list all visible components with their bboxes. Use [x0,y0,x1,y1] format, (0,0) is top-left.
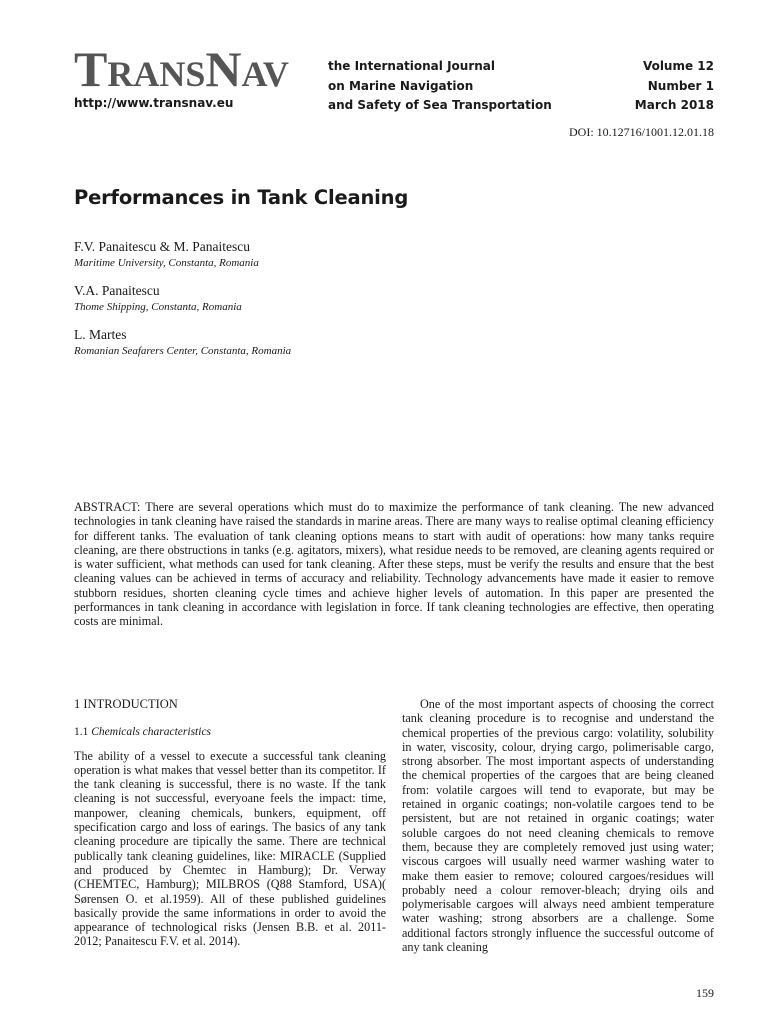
author-affiliation: Romanian Seafarers Center, Constanta, Romania [74,345,292,357]
left-column [74,697,386,949]
body-paragraph: One of the most important aspects of choosing the correct tank cleaning procedure is to recognise and understand the chemical properties of the previous cargo: volatility, solubility in water, viscosity, colour, drying cargo, polimerisable cargo, strong absorber. The most important aspects of understanding the chemical properties of the cargoes that are being cleaned from: volatile cargoes will tend to evaporate, but may be retained in organic coatings; non-volatile cargoes tend to be persistent, but are not retained in organic coatings; water soluble cargoes do not need cleaning chemicals to remove them, because they are completely removed just using water; viscous cargoes will usually need warmer washing water to make them easier to remove; coloured cargoes/residues will probably need a colour remover-bleach; drying oils and polymerisable cargoes will always need ambient temperature water washing; strong absorbers are a challenge. Some additional factors strongly influence the successful outcome of any tank cleaning [402,697,714,955]
right-column [402,697,714,954]
abstract: ABSTRACT: There are several operations which must do to maximize the performance of tank cleaning. The new advanced technologies in tank cleaning have raised the standards in marine areas. There are many ways to realise optimal cleaning efficiency for different tanks. The evaluation of tank cleaning options means to start with audit of operations: how many tanks require cleaning, are there obstructions in tanks (e.g. agitators, mixers), what residue needs to be removed, are cleaning agents required or is water sufficient, what methods can used for tank cleaning. After these steps, must be verify the results and ensure that the best cleaning values can be achieved in terms of accuracy and reliability. Technology advancements have made it easier to remove stubborn residues, shorten cleaning cycle times and achieve higher levels of automation. In this paper are presented the performances in tank cleaning in accordance with legislation in force. If tank cleaning technologies are effective, then operating costs are minimal. [74,500,714,629]
author-affiliation: Maritime University, Constanta, Romania [74,257,259,269]
journal-logo: TRANSNAV [74,41,289,97]
author-affiliation: Thome Shipping, Constanta, Romania [74,301,242,313]
author-name: V.A. Panaitescu [74,283,160,298]
subsection-heading: 1.1 Chemicals characteristics [74,726,212,739]
issue-date: March 2018 [634,98,714,112]
section-heading: 1 INTRODUCTION [74,697,178,711]
author-list [74,238,694,370]
author-block [74,282,694,314]
doi[interactable]: DOI: 10.12716/1001.12.01.18 [569,125,714,139]
number: Number 1 [647,78,714,93]
paper-title: Performances in Tank Cleaning [74,186,409,209]
journal-url-link[interactable]: http://www.transnav.eu [74,96,234,110]
journal-name: the International Journal on Marine Navigation and Safety of Sea Transportation [328,59,552,112]
volume: Volume 12 [642,59,714,73]
issue-info [635,57,714,116]
author-block [74,238,694,270]
author-block [74,326,694,358]
page-number: 159 [696,986,714,1000]
author-name: L. Martes [74,327,127,342]
author-name: F.V. Panaitescu & M. Panaitescu [74,239,251,254]
body-paragraph: The ability of a vessel to execute a successful tank cleaning operation is what makes that vessel better than its competitor. If the tank cleaning is successful, there is no waste. If the tank cleaning is not successful, everyoane feels the impact: time, manpower, cleaning chemicals, bunkers, equipment, off specification cargo and loss of earings. The basics of any tank cleaning procedure are tipically the same. There are technical publically tank cleaning guidelines, like: MIRACLE (Supplied and produced by Chemtec in Hamburg); Dr. Verway (CHEMTEC, Hamburg); MILBROS (Q88 Stamford, USA)( Sørensen O. et al.1959). All of these published guidelines basically provide the same informations in order to avoid the appearance of technological risks (Jensen B.B. et al. 2011-2012; Panaitescu F.V. et al. 2014). [74,748,386,949]
